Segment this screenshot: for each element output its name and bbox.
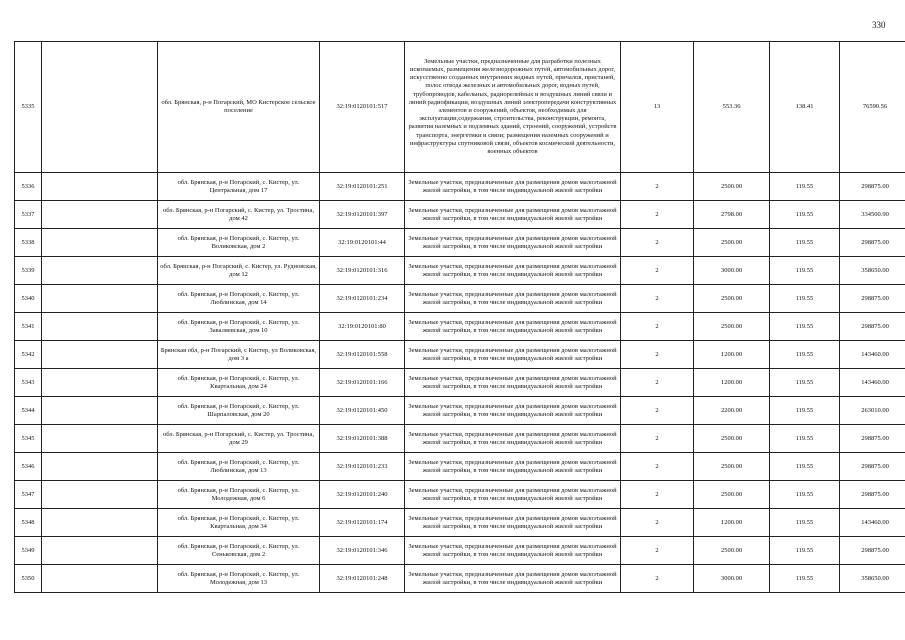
price-cell: 119.55	[770, 229, 840, 257]
area-cell: 2500.00	[694, 425, 770, 453]
category-code-cell: 2	[621, 537, 694, 565]
address-cell: обл. Брянская, р-н Погарский, с. Кистер, ул. Тростина, дом 42	[158, 201, 320, 229]
land-use-cell: Земельные участки, предназначенные для размещения домов малоэтажной жилой застройки, в том числе индивидуальной жилой застройки	[405, 285, 621, 313]
row-number: 5348	[15, 509, 42, 537]
value-cell: 298875.00	[840, 425, 905, 453]
address-cell: обл. Брянская, р-н Погарский, с. Кистер, ул. Рудновская, дом 12	[158, 257, 320, 285]
land-use-cell: Земельные участки, предназначенные для размещения домов малоэтажной жилой застройки, в том числе индивидуальной жилой застройки	[405, 397, 621, 425]
category-code-cell: 2	[621, 397, 694, 425]
cadastral-number-cell: 32:19:0120101:44	[320, 229, 405, 257]
category-code-cell: 2	[621, 369, 694, 397]
cadastral-number-cell: 32:19:0120101:248	[320, 565, 405, 593]
address-cell: обл. Брянская, р-н Погарский, с. Кистер, ул. Молодежная, дом 6	[158, 481, 320, 509]
empty-cell	[42, 313, 158, 341]
row-number: 5338	[15, 229, 42, 257]
table-row	[15, 42, 905, 173]
category-code-cell: 2	[621, 425, 694, 453]
row-number: 5345	[15, 425, 42, 453]
row-number: 5346	[15, 453, 42, 481]
land-use-cell: Земельные участки, предназначенные для размещения домов малоэтажной жилой застройки, в том числе индивидуальной жилой застройки	[405, 341, 621, 369]
table-row	[15, 397, 905, 425]
table-row	[15, 565, 905, 593]
address-cell: обл. Брянская, р-н Погарский, с. Кистер, ул. Квартальная, дом 34	[158, 509, 320, 537]
cadastral-number-cell: 32:19:0120101:166	[320, 369, 405, 397]
table-row	[15, 285, 905, 313]
cadastral-number-cell: 32:19:0120101:388	[320, 425, 405, 453]
row-number: 5340	[15, 285, 42, 313]
row-number: 5335	[15, 42, 42, 173]
category-code-cell: 2	[621, 229, 694, 257]
area-cell: 2500.00	[694, 313, 770, 341]
empty-cell	[42, 201, 158, 229]
land-use-cell: Земельные участки, предназначенные для размещения домов малоэтажной жилой застройки, в том числе индивидуальной жилой застройки	[405, 565, 621, 593]
land-use-cell: Земельные участки, предназначенные для размещения домов малоэтажной жилой застройки, в том числе индивидуальной жилой застройки	[405, 537, 621, 565]
table-row	[15, 173, 905, 201]
value-cell: 263010.00	[840, 397, 905, 425]
land-use-cell: Земельные участки, предназначенные для размещения домов малоэтажной жилой застройки, в том числе индивидуальной жилой застройки	[405, 509, 621, 537]
empty-cell	[42, 173, 158, 201]
area-cell: 2500.00	[694, 481, 770, 509]
price-cell: 119.55	[770, 257, 840, 285]
empty-cell	[42, 341, 158, 369]
area-cell: 3000.00	[694, 565, 770, 593]
land-use-cell: Земельные участки, предназначенные для разработки полезных ископаемых, размещения железнодорожных путей, автомобильных дорог, искусственно созданных внутренних водных путей, причалов, пристаней, полос отвода железных и автомобильных дорог, водных путей, трубопроводов, кабельных, радиорелейных и воздушных линий связи и линий радиофикации, воздушных линий электропередачи конструктивных элементов и сооружений, объектов, необходимых для эксплуатации,содержания, строительства, реконструкции, ремонта, развития наземных и подземных зданий, строений, сооружений, устройств транспорта, энергетики и связи; размещения наземных сооружений и инфраструктуры спутниковой связи, объектов космической деятельности, военных объектов	[405, 42, 621, 173]
cadastral-number-cell: 32:19:0120101:80	[320, 313, 405, 341]
table-row	[15, 453, 905, 481]
address-cell: обл. Брянская, р-н Погарский, с. Кистер, ул. Молодежная, дом 13	[158, 565, 320, 593]
empty-cell	[42, 565, 158, 593]
land-use-cell: Земельные участки, предназначенные для размещения домов малоэтажной жилой застройки, в том числе индивидуальной жилой застройки	[405, 481, 621, 509]
land-use-cell: Земельные участки, предназначенные для размещения домов малоэтажной жилой застройки, в том числе индивидуальной жилой застройки	[405, 369, 621, 397]
cadastral-number-cell: 32:19:0120101:174	[320, 509, 405, 537]
price-cell: 119.55	[770, 201, 840, 229]
category-code-cell: 2	[621, 481, 694, 509]
address-cell: обл. Брянская, р-н Погарский, с. Кистер, ул. Центральная, дом 17	[158, 173, 320, 201]
empty-cell	[42, 285, 158, 313]
cadastral-number-cell: 32:19:0120101:234	[320, 285, 405, 313]
table-row	[15, 509, 905, 537]
empty-cell	[42, 42, 158, 173]
address-cell: Брянская обл, р-н Погарский, с Кистер, ул Воликовская, дом 3 а	[158, 341, 320, 369]
empty-cell	[42, 453, 158, 481]
empty-cell	[42, 257, 158, 285]
empty-cell	[42, 509, 158, 537]
empty-cell	[42, 425, 158, 453]
land-use-cell: Земельные участки, предназначенные для размещения домов малоэтажной жилой застройки, в том числе индивидуальной жилой застройки	[405, 229, 621, 257]
value-cell: 298875.00	[840, 313, 905, 341]
address-cell: обл. Брянская, р-н Погарский, МО Кистерское сельское поселение	[158, 42, 320, 173]
value-cell: 143460.00	[840, 341, 905, 369]
price-cell: 119.55	[770, 369, 840, 397]
value-cell: 334500.90	[840, 201, 905, 229]
table-row	[15, 341, 905, 369]
row-number: 5344	[15, 397, 42, 425]
table-row	[15, 257, 905, 285]
table-body	[15, 42, 905, 593]
price-cell: 119.55	[770, 341, 840, 369]
empty-cell	[42, 369, 158, 397]
price-cell: 119.55	[770, 481, 840, 509]
row-number: 5349	[15, 537, 42, 565]
area-cell: 2200.00	[694, 397, 770, 425]
price-cell: 138.41	[770, 42, 840, 173]
row-number: 5347	[15, 481, 42, 509]
cadastral-number-cell: 32:19:0120101:240	[320, 481, 405, 509]
row-number: 5350	[15, 565, 42, 593]
address-cell: обл. Брянская, р-н Погарский, с. Кистер, ул. Шарпаловская, дом 20	[158, 397, 320, 425]
land-use-cell: Земельные участки, предназначенные для размещения домов малоэтажной жилой застройки, в том числе индивидуальной жилой застройки	[405, 425, 621, 453]
cadastral-number-cell: 32:19:0120101:517	[320, 42, 405, 173]
price-cell: 119.55	[770, 397, 840, 425]
value-cell: 298875.00	[840, 173, 905, 201]
area-cell: 2500.00	[694, 537, 770, 565]
table-row	[15, 229, 905, 257]
area-cell: 2500.00	[694, 285, 770, 313]
cadastral-number-cell: 32:19:0120101:558	[320, 341, 405, 369]
page-number: 330	[872, 20, 886, 30]
price-cell: 119.55	[770, 537, 840, 565]
area-cell: 2500.00	[694, 453, 770, 481]
area-cell: 2500.00	[694, 229, 770, 257]
value-cell: 298875.00	[840, 453, 905, 481]
row-number: 5341	[15, 313, 42, 341]
land-use-cell: Земельные участки, предназначенные для размещения домов малоэтажной жилой застройки, в том числе индивидуальной жилой застройки	[405, 313, 621, 341]
table-row	[15, 481, 905, 509]
category-code-cell: 13	[621, 42, 694, 173]
table-row	[15, 313, 905, 341]
value-cell: 358650.00	[840, 257, 905, 285]
table-row	[15, 369, 905, 397]
address-cell: обл. Брянская, р-н Погарский, с. Кистер, ул. Заваляевская, дом 10	[158, 313, 320, 341]
cadastral-number-cell: 32:19:0120101:251	[320, 173, 405, 201]
cadastral-number-cell: 32:19:0120101:233	[320, 453, 405, 481]
table-row	[15, 425, 905, 453]
value-cell: 358650.00	[840, 565, 905, 593]
row-number: 5339	[15, 257, 42, 285]
category-code-cell: 2	[621, 313, 694, 341]
table-row	[15, 201, 905, 229]
category-code-cell: 2	[621, 173, 694, 201]
land-use-cell: Земельные участки, предназначенные для размещения домов малоэтажной жилой застройки, в том числе индивидуальной жилой застройки	[405, 173, 621, 201]
cadastral-number-cell: 32:19:0120101:346	[320, 537, 405, 565]
area-cell: 2798.00	[694, 201, 770, 229]
value-cell: 143460.00	[840, 509, 905, 537]
area-cell: 3000.00	[694, 257, 770, 285]
price-cell: 119.55	[770, 173, 840, 201]
price-cell: 119.55	[770, 453, 840, 481]
table-row	[15, 537, 905, 565]
price-cell: 119.55	[770, 565, 840, 593]
price-cell: 119.55	[770, 509, 840, 537]
row-number: 5336	[15, 173, 42, 201]
value-cell: 298875.00	[840, 481, 905, 509]
category-code-cell: 2	[621, 257, 694, 285]
category-code-cell: 2	[621, 341, 694, 369]
address-cell: обл. Брянская, р-н Погарский, с. Кистер, ул. Сеньковская, дом 2	[158, 537, 320, 565]
price-cell: 119.55	[770, 313, 840, 341]
land-use-cell: Земельные участки, предназначенные для размещения домов малоэтажной жилой застройки, в том числе индивидуальной жилой застройки	[405, 453, 621, 481]
category-code-cell: 2	[621, 509, 694, 537]
area-cell: 553.36	[694, 42, 770, 173]
cadastral-number-cell: 32:19:0120101:397	[320, 201, 405, 229]
area-cell: 1200.00	[694, 509, 770, 537]
value-cell: 76590.56	[840, 42, 905, 173]
empty-cell	[42, 397, 158, 425]
category-code-cell: 2	[621, 453, 694, 481]
area-cell: 1200.00	[694, 369, 770, 397]
category-code-cell: 2	[621, 285, 694, 313]
row-number: 5337	[15, 201, 42, 229]
category-code-cell: 2	[621, 201, 694, 229]
empty-cell	[42, 537, 158, 565]
value-cell: 298875.00	[840, 537, 905, 565]
area-cell: 1200.00	[694, 341, 770, 369]
value-cell: 298875.00	[840, 285, 905, 313]
address-cell: обл. Брянская, р-н Погарский, с. Кистер, ул. Люблинская, дом 14	[158, 285, 320, 313]
value-cell: 298875.00	[840, 229, 905, 257]
row-number: 5343	[15, 369, 42, 397]
empty-cell	[42, 229, 158, 257]
row-number: 5342	[15, 341, 42, 369]
address-cell: обл. Брянская, р-н Погарский, с. Кистер, ул. Тростина, дом 29	[158, 425, 320, 453]
address-cell: обл. Брянская, р-н Погарский, с. Кистер, ул. Квартальная, дом 24	[158, 369, 320, 397]
category-code-cell: 2	[621, 565, 694, 593]
address-cell: обл. Брянская, р-н Погарский, с. Кистер, ул. Люблинская, дом 13	[158, 453, 320, 481]
area-cell: 2500.00	[694, 173, 770, 201]
price-cell: 119.55	[770, 285, 840, 313]
price-cell: 119.55	[770, 425, 840, 453]
address-cell: обл. Брянская, р-н Погарский, с. Кистер, ул. Воликовская, дом 2	[158, 229, 320, 257]
cadastral-number-cell: 32:19:0120101:450	[320, 397, 405, 425]
cadastral-number-cell: 32:19:0120101:316	[320, 257, 405, 285]
value-cell: 143460.00	[840, 369, 905, 397]
land-register-table	[14, 41, 905, 593]
land-use-cell: Земельные участки, предназначенные для размещения домов малоэтажной жилой застройки, в том числе индивидуальной жилой застройки	[405, 201, 621, 229]
land-use-cell: Земельные участки, предназначенные для размещения домов малоэтажной жилой застройки, в том числе индивидуальной жилой застройки	[405, 257, 621, 285]
empty-cell	[42, 481, 158, 509]
